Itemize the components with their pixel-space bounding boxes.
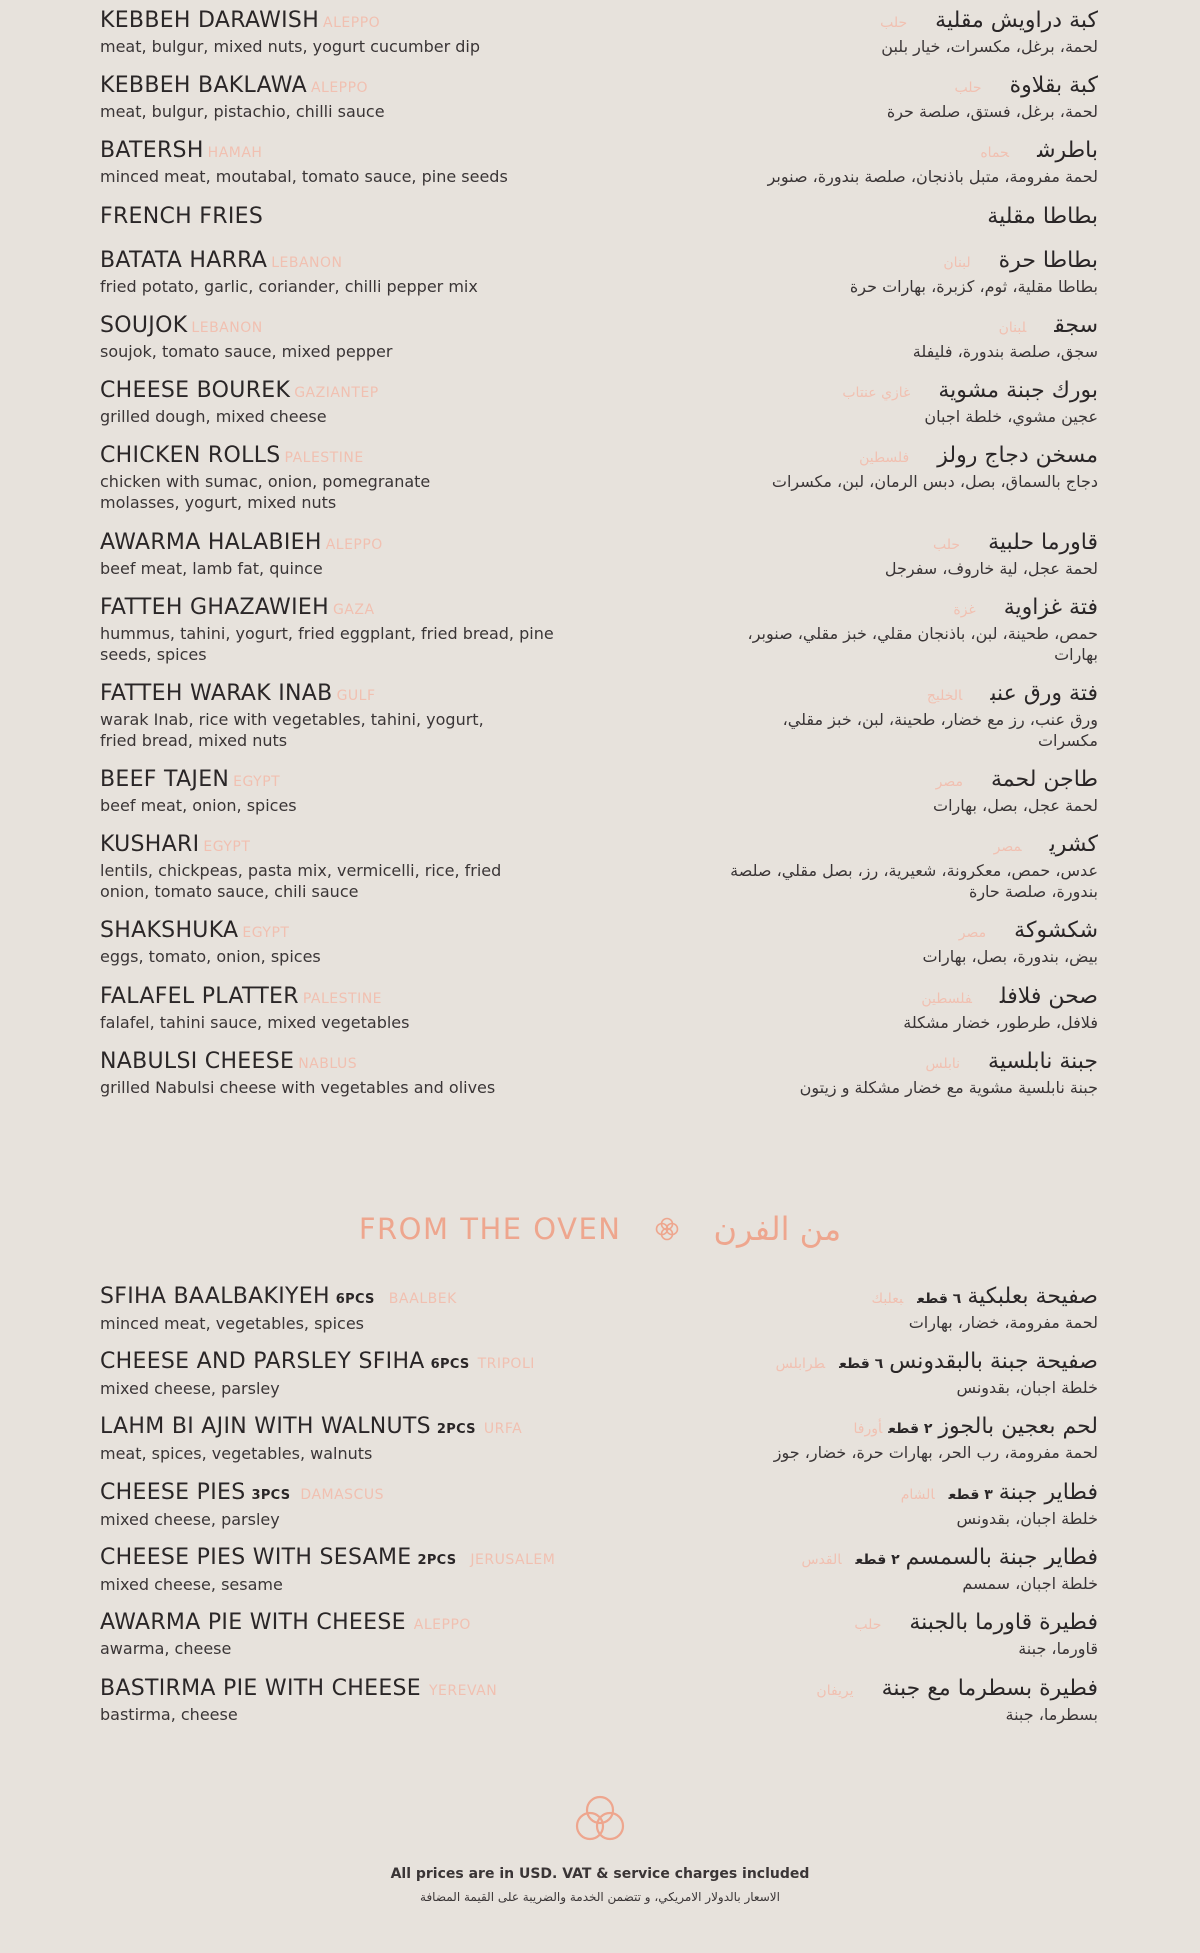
- item-name-ar: فطيرة بسطرما مع جبنة: [881, 1676, 1098, 1701]
- item-quantity: 6PCS: [335, 1292, 375, 1307]
- item-description: meat, bulgur, mixed nuts, yogurt cucumber dip: [100, 37, 480, 56]
- item-name: AWARMA HALABIEH: [100, 530, 322, 555]
- item-origin: LEBANON: [191, 320, 263, 336]
- menu-item: [100, 204, 1098, 230]
- item-description: bastirma, cheese: [100, 1705, 238, 1724]
- item-name-ar: صفيحة بعلبكية: [967, 1284, 1098, 1309]
- item-name: KEBBEH BAKLAWA: [100, 73, 307, 98]
- item-description: mixed cheese, sesame: [100, 1575, 283, 1594]
- item-origin-ar: أورفا: [853, 1421, 883, 1437]
- item-name-ar: صحن فلافل: [999, 984, 1098, 1009]
- item-description: minced meat, vegetables, spices: [100, 1314, 364, 1333]
- menu-item: [100, 681, 1098, 751]
- item-origin-ar: غازي عنتاب: [842, 385, 911, 401]
- item-origin: ALEPPO: [323, 15, 381, 31]
- item-name: BEEF TAJEN: [100, 767, 230, 792]
- item-quantity: 2PCS: [417, 1553, 457, 1568]
- item-origin: NABLUS: [298, 1056, 358, 1072]
- item-description-ar: لحمة مفرومة، رب الحر، بهارات حرة، خضار، جوز: [773, 1443, 1098, 1462]
- item-name: BATERSH: [100, 138, 204, 163]
- item-name-ar: طاجن لحمة: [991, 767, 1098, 792]
- item-name: SHAKSHUKA: [100, 918, 239, 943]
- item-origin: YEREVAN: [428, 1683, 498, 1699]
- item-description-ar: لحمة، برغل، فستق، صلصة حرة: [886, 102, 1098, 121]
- item-origin: JERUSALEM: [470, 1552, 556, 1568]
- item-origin-ar: الخليج: [926, 688, 963, 704]
- item-name: CHEESE PIES WITH SESAME: [100, 1545, 412, 1570]
- item-description-ar: فلافل، طرطور، خضار مشكلة: [903, 1013, 1098, 1032]
- item-quantity: 2PCS: [436, 1422, 476, 1437]
- flower-ornament-icon: [653, 1215, 681, 1243]
- item-description: meat, spices, vegetables, walnuts: [100, 1444, 373, 1463]
- item-description: fried potato, garlic, coriander, chilli pepper mix: [100, 277, 478, 296]
- item-name: LAHM BI AJIN WITH WALNUTS: [100, 1414, 431, 1439]
- item-description-ar: خلطة اجبان، سمسم: [962, 1574, 1098, 1593]
- item-origin-ar: نابلس: [925, 1056, 961, 1072]
- item-name-ar: فتة غزاوية: [1003, 595, 1098, 620]
- item-name: FALAFEL PLATTER: [100, 984, 299, 1009]
- menu-item: [100, 248, 1098, 297]
- item-description: soujok, tomato sauce, mixed pepper: [100, 342, 393, 361]
- item-origin-ar: حلب: [880, 15, 908, 31]
- item-description: meat, bulgur, pistachio, chilli sauce: [100, 102, 385, 121]
- item-name-ar: سجق: [1054, 313, 1098, 338]
- menu-item: [100, 1610, 1098, 1659]
- item-description-ar: ورق عنب، رز مع خضار، طحينة، لبن، خبز مقلي، مكسرات: [782, 710, 1098, 750]
- item-name: KEBBEH DARAWISH: [100, 8, 320, 33]
- item-name-ar: فطاير جبنة: [998, 1480, 1098, 1505]
- item-name-ar: فطاير جبنة بالسمسم: [905, 1545, 1098, 1570]
- item-name: FATTEH WARAK INAB: [100, 681, 333, 706]
- item-name: FRENCH FRIES: [100, 204, 264, 229]
- item-origin-ar: مصر: [993, 839, 1022, 855]
- item-origin: HAMAH: [207, 145, 263, 161]
- item-origin: EGYPT: [203, 839, 251, 855]
- item-name-ar: مسخن دجاج رولز: [937, 443, 1098, 468]
- item-name: CHEESE PIES: [100, 1480, 246, 1505]
- item-origin-ar: غزة: [953, 602, 976, 618]
- item-origin-ar: الشام: [900, 1487, 935, 1503]
- item-name: SFIHA BAALBAKIYEH: [100, 1284, 330, 1309]
- item-name: FATTEH GHAZAWIEH: [100, 595, 329, 620]
- menu-item: [100, 918, 1098, 967]
- item-quantity-ar: ٦ قطع: [839, 1356, 884, 1372]
- menu-item: [100, 984, 1098, 1033]
- item-description-ar: عجين مشوي، خلطة اجبان: [924, 407, 1098, 426]
- item-origin: GAZIANTEP: [294, 385, 379, 401]
- menu-item: [100, 73, 1098, 122]
- item-description-ar: لحمة مفرومة، خضار، بهارات: [908, 1313, 1098, 1332]
- item-name: CHICKEN ROLLS: [100, 443, 281, 468]
- menu-item: [100, 313, 1098, 362]
- item-name: CHEESE AND PARSLEY SFIHA: [100, 1349, 425, 1374]
- item-name-ar: لحم بعجين بالجوز: [938, 1414, 1098, 1439]
- item-name-ar: كشري: [1049, 832, 1098, 857]
- item-origin-ar: حلب: [933, 537, 961, 553]
- item-origin: ALEPPO: [413, 1617, 471, 1633]
- item-name-ar: فتة ورق عنب: [990, 681, 1098, 706]
- item-name-ar: قاورما حلبية: [988, 530, 1098, 555]
- item-description: awarma, cheese: [100, 1639, 232, 1658]
- menu-item: [100, 138, 1098, 187]
- item-name: NABULSI CHEESE: [100, 1049, 295, 1074]
- item-origin: EGYPT: [233, 774, 281, 790]
- item-origin-ar: لبنان: [943, 255, 971, 271]
- item-name: BASTIRMA PIE WITH CHEESE: [100, 1676, 421, 1701]
- menu-item: [100, 443, 1098, 513]
- item-description: grilled Nabulsi cheese with vegetables and olives: [100, 1078, 496, 1097]
- item-description-ar: جبنة نابلسية مشوية مع خضار مشكلة و زيتون: [799, 1078, 1098, 1097]
- item-description: mixed cheese, parsley: [100, 1379, 280, 1398]
- section-heading-oven: [0, 1210, 1200, 1248]
- item-description: grilled dough, mixed cheese: [100, 407, 327, 426]
- item-origin: ALEPPO: [325, 537, 383, 553]
- menu-item: [100, 595, 1098, 665]
- item-quantity-ar: ٣ قطع: [948, 1487, 993, 1503]
- item-description-ar: دجاج بالسماق، بصل، دبس الرمان، لبن، مكسرات: [771, 472, 1098, 491]
- item-description-ar: بطاطا مقلية، ثوم، كزبرة، بهارات حرة: [849, 277, 1098, 296]
- item-origin-ar: حماه: [980, 145, 1010, 161]
- item-description: warak Inab, rice with vegetables, tahini, yogurt, fried bread, mixed nuts: [100, 710, 484, 750]
- item-origin: DAMASCUS: [300, 1487, 384, 1503]
- item-name-ar: جبنة نابلسية: [988, 1049, 1098, 1074]
- item-name: BATATA HARRA: [100, 248, 268, 273]
- item-name-ar: باطرش: [1037, 138, 1098, 163]
- item-origin-ar: مصر: [958, 925, 987, 941]
- menu-item: [100, 1676, 1098, 1725]
- item-origin: PALESTINE: [302, 991, 383, 1007]
- item-name-ar: كبة بقلاوة: [1009, 73, 1098, 98]
- item-quantity-ar: ٢ قطع: [855, 1552, 900, 1568]
- item-origin: LEBANON: [271, 255, 343, 271]
- footer-note-ar: الاسعار بالدولار الامريكي، و تتضمن الخدمة والضريبة على القيمة المضافة: [420, 1890, 780, 1904]
- item-name: CHEESE BOUREK: [100, 378, 291, 403]
- item-origin-ar: طرابلس: [775, 1356, 826, 1372]
- item-description: hummus, tahini, yogurt, fried eggplant, fried bread, pine seeds, spices: [100, 624, 554, 664]
- item-origin-ar: حلب: [854, 1617, 882, 1633]
- item-description-ar: سجق، صلصة بندورة، فليفلة: [912, 342, 1098, 361]
- item-name: SOUJOK: [100, 313, 188, 338]
- menu-item: [100, 378, 1098, 427]
- item-description: falafel, tahini sauce, mixed vegetables: [100, 1013, 410, 1032]
- section-title-ar: من الفرن: [713, 1210, 842, 1248]
- item-origin: EGYPT: [242, 925, 290, 941]
- item-description-ar: خلطة اجبان، بقدونس: [956, 1509, 1098, 1528]
- item-origin-ar: مصر: [935, 774, 964, 790]
- item-origin: PALESTINE: [284, 450, 364, 466]
- menu-item: [100, 1480, 1098, 1530]
- menu-item: [100, 1284, 1098, 1334]
- item-description-ar: لحمة مفرومة، متبل باذنجان، صلصة بندورة، صنوبر: [767, 167, 1098, 186]
- item-origin: GAZA: [332, 602, 375, 618]
- item-origin: TRIPOLI: [477, 1356, 535, 1372]
- item-origin: BAALBEK: [388, 1291, 457, 1307]
- item-description: minced meat, moutabal, tomato sauce, pine seeds: [100, 167, 508, 186]
- item-name-ar: بطاطا حرة: [998, 248, 1098, 273]
- item-quantity-ar: ٢ قطع: [888, 1421, 933, 1437]
- item-name-ar: بورك جبنة مشوية: [938, 378, 1098, 403]
- item-name-ar: كبة دراويش مقلية: [935, 8, 1098, 33]
- menu-item: [100, 1414, 1098, 1464]
- item-origin-ar: بعلبك: [871, 1291, 904, 1307]
- item-name-ar: شكشوكة: [1014, 918, 1098, 943]
- item-quantity: 6PCS: [430, 1357, 470, 1372]
- item-quantity-ar: ٦ قطع: [917, 1291, 962, 1307]
- item-name: AWARMA PIE WITH CHEESE: [100, 1610, 406, 1635]
- item-description-ar: قاورما، جبنة: [1018, 1639, 1098, 1658]
- item-description-ar: لحمة عجل، لية خاروف، سفرجل: [884, 559, 1098, 578]
- item-description: lentils, chickpeas, pasta mix, vermicelli, rice, fried onion, tomato sauce, chili sauce: [100, 861, 502, 901]
- item-description-ar: حمص، طحينة، لبن، باذنجان مقلي، خبز مقلي، صنوبر، بهارات: [747, 624, 1098, 664]
- item-description: chicken with sumac, onion, pomegranate molasses, yogurt, mixed nuts: [100, 472, 431, 512]
- item-origin-ar: حلب: [954, 80, 982, 96]
- item-origin-ar: فلسطين: [921, 991, 972, 1007]
- item-description-ar: بيض، بندورة، بصل، بهارات: [922, 947, 1098, 966]
- item-description-ar: عدس، حمص، معكرونة، شعيرية، رز، بصل مقلي، صلصة بندورة، صلصة حارة: [730, 861, 1098, 901]
- item-name-ar: بطاطا مقلية: [987, 204, 1098, 229]
- item-origin: ALEPPO: [310, 80, 369, 96]
- item-origin-ar: لبنان: [998, 320, 1027, 336]
- menu-item: [100, 530, 1098, 579]
- item-description: beef meat, onion, spices: [100, 796, 297, 815]
- item-description-ar: لحمة عجل، بصل، بهارات: [933, 796, 1098, 815]
- menu-item: [100, 8, 1098, 57]
- item-description-ar: خلطة اجبان، بقدونس: [956, 1378, 1098, 1397]
- item-origin: URFA: [483, 1421, 523, 1437]
- item-origin-ar: يريفان: [816, 1683, 854, 1699]
- item-description-ar: لحمة، برغل، مكسرات، خيار بلبن: [881, 37, 1098, 56]
- item-description: mixed cheese, parsley: [100, 1510, 280, 1529]
- item-origin-ar: فلسطين: [859, 450, 910, 466]
- item-name-ar: فطيرة قاورما بالجبنة: [909, 1610, 1098, 1635]
- menu-item: [100, 1349, 1098, 1399]
- menu-item: [100, 832, 1098, 902]
- menu-item: [100, 1049, 1098, 1098]
- item-name: KUSHARI: [100, 832, 200, 857]
- section-title-en: FROM THE OVEN: [358, 1212, 622, 1246]
- menu-item: [100, 767, 1098, 816]
- item-description-ar: بسطرما، جبنة: [1005, 1705, 1098, 1724]
- item-origin-ar: القدس: [801, 1552, 842, 1568]
- item-description: eggs, tomato, onion, spices: [100, 947, 321, 966]
- item-origin: GULF: [336, 688, 376, 704]
- item-name-ar: صفيحة جبنة بالبقدونس: [889, 1349, 1098, 1374]
- menu-item: [100, 1545, 1098, 1595]
- brand-logo-icon: [570, 1790, 630, 1850]
- footer-note: All prices are in USD. VAT & service charges included: [390, 1866, 810, 1882]
- item-description: beef meat, lamb fat, quince: [100, 559, 323, 578]
- item-quantity: 3PCS: [251, 1488, 291, 1503]
